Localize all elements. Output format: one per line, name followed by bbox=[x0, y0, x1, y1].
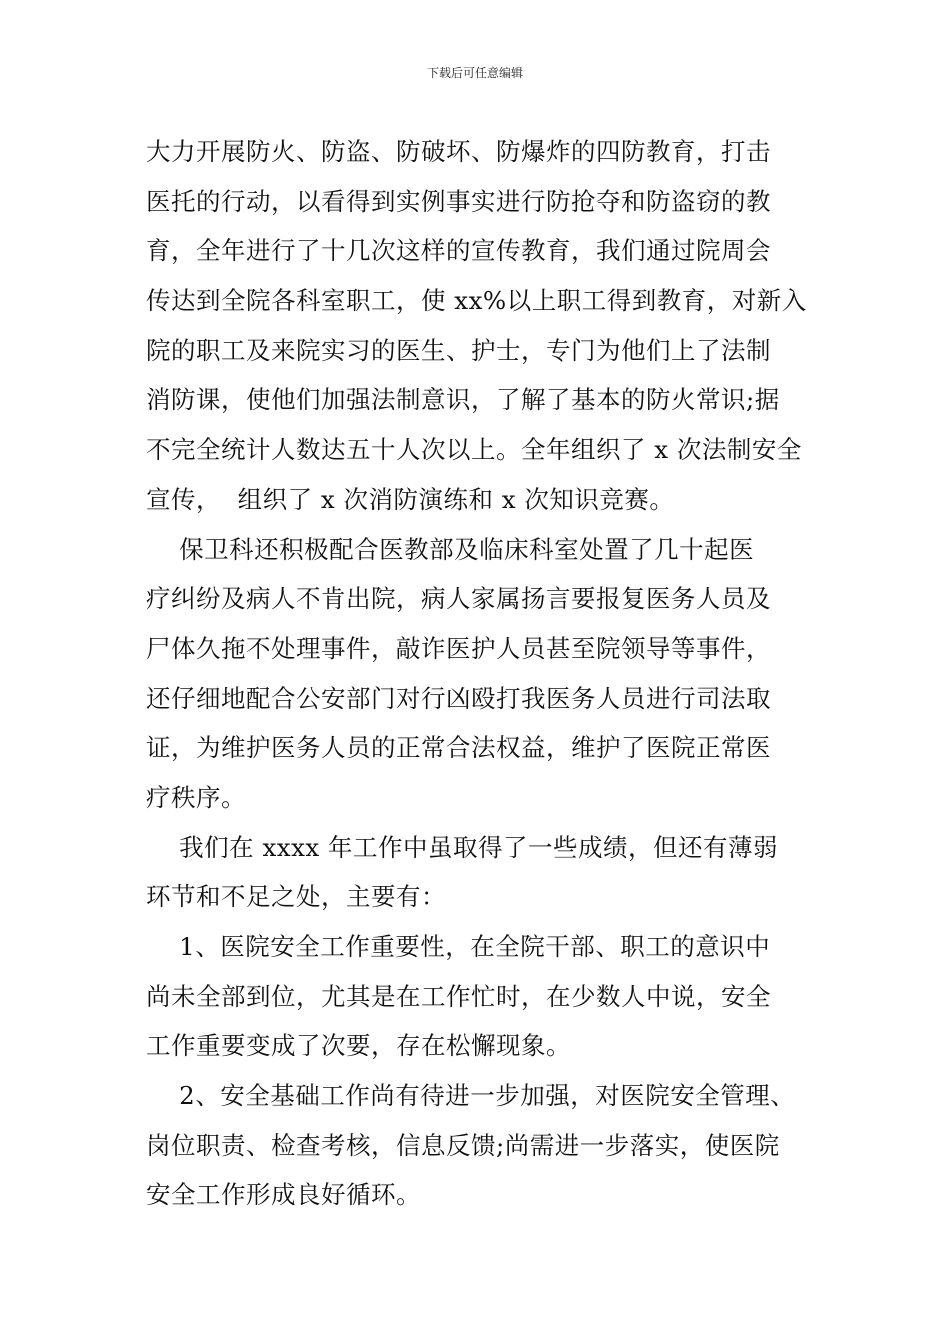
text-line: 岗位职责、检查考核，信息反馈;尚需进一步落实，使医院 bbox=[146, 1130, 780, 1160]
text-line: 传达到全院各科室职工，使 xx%以上职工得到教育，对新入 bbox=[146, 286, 807, 316]
text-line: 不完全统计人数达五十人次以上。全年组织了 x 次法制安全 bbox=[146, 435, 802, 465]
text-line: 1、医院安全工作重要性，在全院干部、职工的意识中 bbox=[146, 932, 771, 961]
text-line: 保卫科还积极配合医教部及临床科室处置了几十起医 bbox=[146, 534, 755, 564]
text-line: 育，全年进行了十几次这样的宣传教育，我们通过院周会 bbox=[146, 236, 771, 266]
text-line: 院的职工及来院实习的医生、护士，专门为他们上了法制 bbox=[146, 335, 771, 365]
text-line: 尚未全部到位，尤其是在工作忙时，在少数人中说，安全 bbox=[146, 981, 771, 1011]
text-line: 工作重要变成了次要，存在松懈现象。 bbox=[146, 1031, 571, 1061]
text-line: 2、安全基础工作尚有待进一步加强，对医院安全管理、 bbox=[146, 1081, 796, 1111]
document-body bbox=[146, 127, 826, 1220]
text-line: 证，为维护医务人员的正常合法权益，维护了医院正常医 bbox=[146, 733, 771, 763]
text-line: 尸体久拖不处理事件，敲诈医护人员甚至院领导等事件， bbox=[146, 633, 771, 663]
text-line: 我们在 xxxx 年工作中虽取得了一些成绩，但还有薄弱 bbox=[146, 832, 778, 862]
text-line: 消防课，使他们加强法制意识，了解了基本的防火常识;据 bbox=[146, 385, 780, 415]
page-header: 下载后可任意编辑 bbox=[426, 66, 523, 80]
text-line: 医托的行动，以看得到实例事实进行防抢夺和防盗窃的教 bbox=[146, 186, 771, 216]
text-line: 大力开展防火、防盗、防破坏、防爆炸的四防教育，打击 bbox=[146, 137, 771, 166]
text-line: 环节和不足之处，主要有： bbox=[146, 882, 446, 912]
text-line: 还仔细地配合公安部门对行凶殴打我医务人员进行司法取 bbox=[146, 683, 771, 713]
text-line: 疗秩序。 bbox=[146, 782, 246, 812]
text-line: 疗纠纷及病人不肯出院，病人家属扬言要报复医务人员及 bbox=[146, 584, 771, 614]
text-line: 宣传， 组织了 x 次消防演练和 x 次知识竞赛。 bbox=[146, 484, 675, 514]
text-line: 安全工作形成良好循环。 bbox=[146, 1180, 421, 1210]
